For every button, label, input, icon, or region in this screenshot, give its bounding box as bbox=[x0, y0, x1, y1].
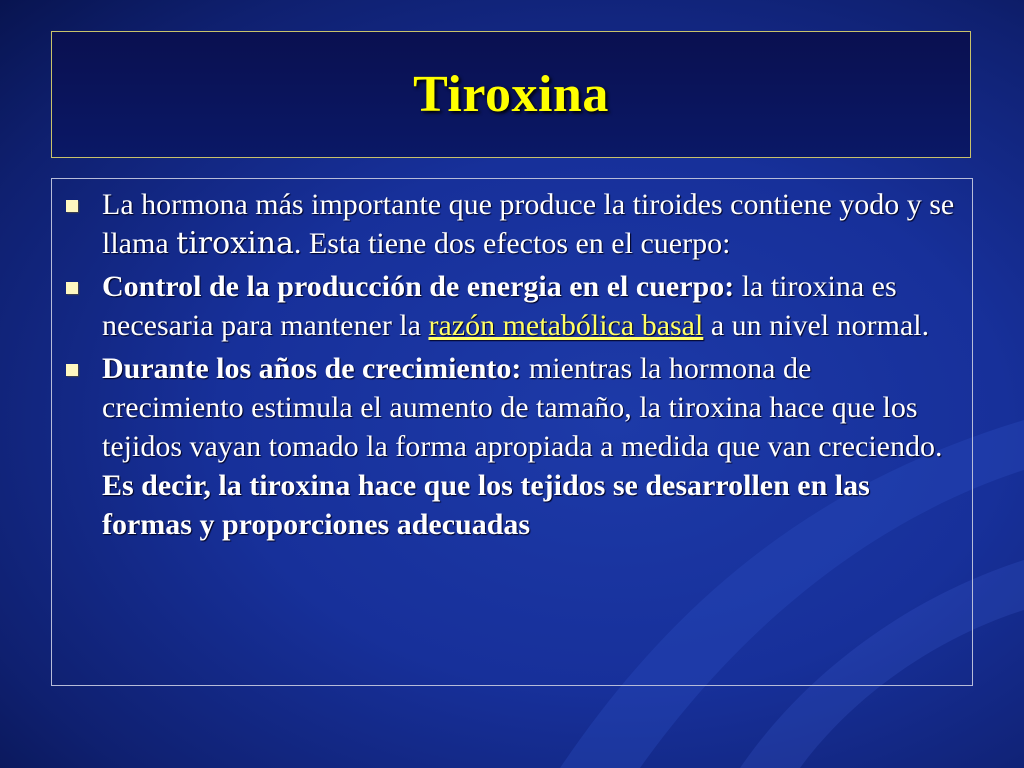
keyword-tiroxina: tiroxina bbox=[176, 226, 294, 261]
bullet-text: mientras la hormona de crecimiento estimula el aumento de tamaño, la tiroxina hace que los tejidos vayan tomado la forma apropiada a medida que van creciendo. bbox=[102, 352, 943, 463]
bullet-lead: Control de la producción de energia en el cuerpo: bbox=[102, 270, 735, 303]
bullet-list bbox=[64, 185, 960, 544]
title-box bbox=[51, 31, 971, 158]
bullet-lead: Durante los años de crecimiento: bbox=[102, 352, 522, 385]
bullet-square-icon bbox=[66, 200, 78, 212]
link-razon-metabolica-basal[interactable]: razón metabólica basal bbox=[428, 309, 704, 342]
bullet-text: La hormona más importante que produce la tiroides contiene yodo y se llama bbox=[102, 188, 955, 260]
bullet-item-hormone bbox=[64, 185, 960, 263]
bullet-text: . Esta tiene dos efectos en el cuerpo: bbox=[293, 227, 731, 260]
content-box bbox=[51, 178, 973, 686]
bullet-item-energy-control bbox=[64, 267, 960, 345]
bullet-text: a un nivel normal. bbox=[703, 309, 930, 342]
bullet-conclusion: Es decir, la tiroxina hace que los tejidos se desarrollen en las formas y proporciones adecuadas bbox=[102, 469, 870, 541]
bullet-square-icon bbox=[66, 364, 78, 376]
bullet-square-icon bbox=[66, 282, 78, 294]
bullet-text: la tiroxina es necesaria para mantener la bbox=[102, 270, 897, 342]
slide-title: Tiroxina bbox=[413, 66, 609, 123]
bullet-item-growth bbox=[64, 349, 960, 544]
